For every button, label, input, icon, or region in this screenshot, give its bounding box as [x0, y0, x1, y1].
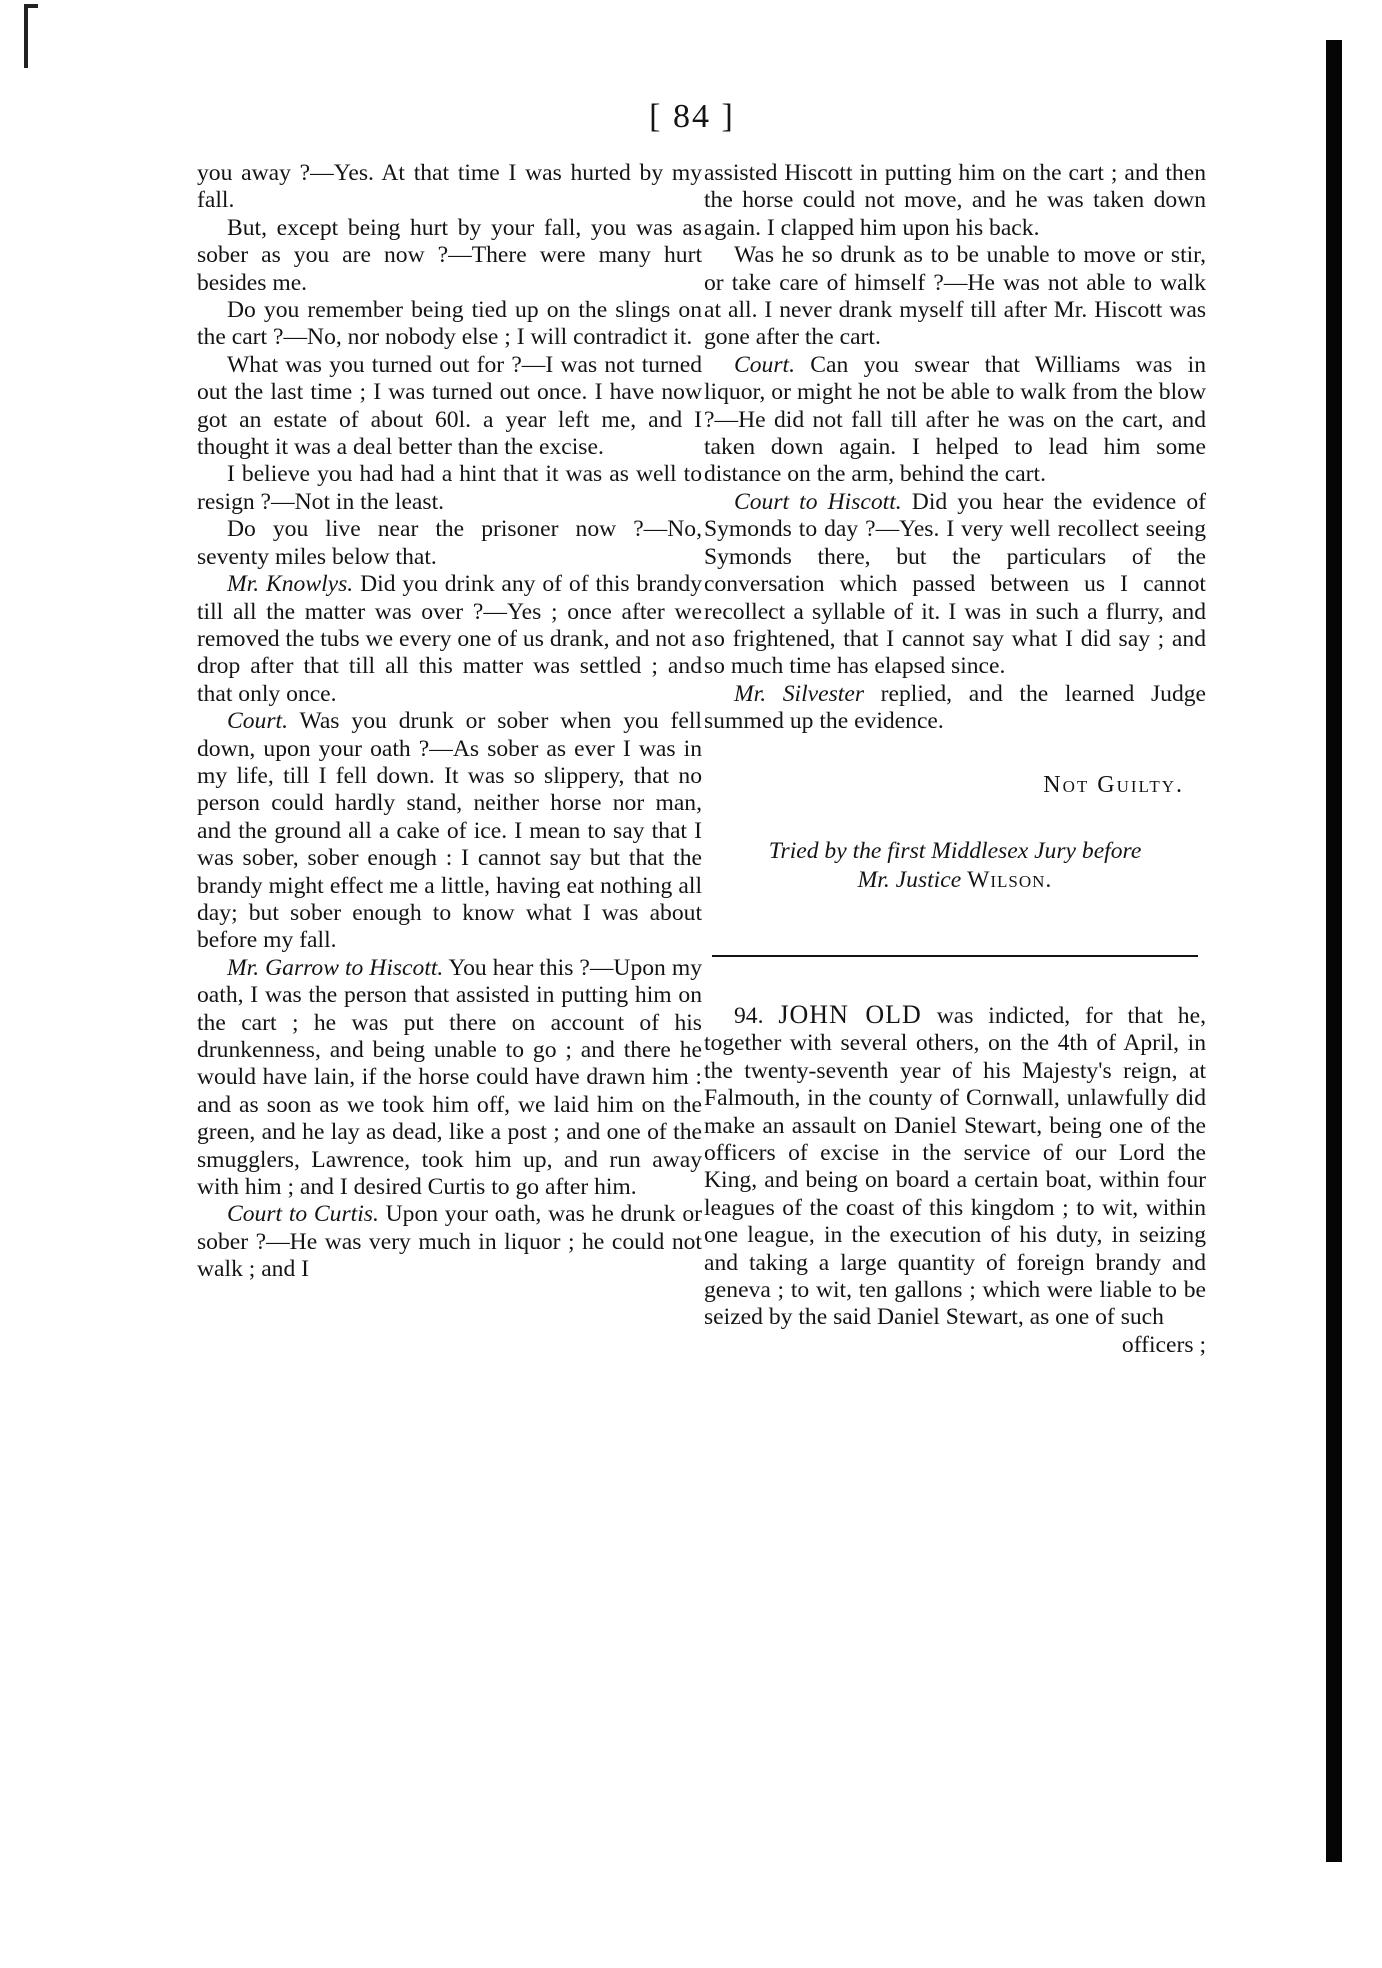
paragraph: Do you remember being tied up on the slings on the cart ?—No, nor nobody else ; I will contradict it. — [197, 297, 702, 351]
paragraph: Court to Hiscott. Did you hear the evidence of Symonds to day ?—Yes. I very well recollect seeing Symonds there, but the particulars of the conversation which passed between us I cannot recollect a syllable of it. I was in such a flurry, and so frightened, that I cannot say what I did say ; and so much time has elapsed since. — [704, 488, 1206, 680]
speaker-label: Court to Curtis. — [227, 1201, 379, 1228]
judge-name: Wilson. — [967, 866, 1053, 893]
tried-by-note: Tried by the first Middlesex Jury before Mr. Justice Wilson. — [768, 837, 1142, 893]
verdict: Not Guilty. — [1043, 771, 1184, 798]
paragraph: Court to Curtis. Upon your oath, was he drunk or sober ?—He was very much in liquor ; he could not walk ; and I — [197, 1201, 703, 1283]
paragraph: I believe you had had a hint that it was as well to resign ?—Not in the least. — [197, 461, 702, 515]
catchword: officers ; — [1121, 1331, 1206, 1358]
speaker-label: Mr. Silvester — [734, 680, 865, 707]
paragraph: But, except being hurt by your fall, you was as sober as you are now ?—There were many hurt besides me. — [197, 214, 702, 296]
paragraph: Do you live near the prisoner now ?—No, seventy miles below that. — [197, 516, 702, 570]
speaker-label: Court to Hiscott. — [734, 488, 902, 515]
paragraph: Court. Was you drunk or sober when you fell down, upon your oath ?—As sober as ever I was in my life, till I fell down. It was so slippery, that no person could hardly stand, neither horse nor man, and the ground all a cake of ice. I mean to say that I was sober, sober enough : I cannot say but that the brandy might effect me a little, having eat nothing all day; but sober enough to know what I was about before my fall. — [197, 708, 702, 954]
paragraph: Court. Can you swear that Williams was in liquor, or might he not be able to walk from the blow ?—He did not fall till after he was on the cart, and taken down again. I helped to lead him some distance on the arm, behind the cart. — [704, 351, 1206, 488]
paragraph: What was you turned out for ?—I was not turned out the last time ; I was turned out once. I have now got an estate of about 60l. a year left me, and I thought it was a deal better than the excise. — [197, 351, 702, 461]
defendant-name: JOHN OLD — [778, 999, 922, 1029]
paragraph: assisted Hiscott in putting him on the cart ; and then the horse could not move, and he was taken down again. I clapped him upon his back. — [704, 160, 1206, 241]
right-column — [704, 160, 1206, 1359]
paragraph: Was he so drunk as to be unable to move or stir, or take care of himself ?—He was not able to walk at all. I never drank myself till after Mr. Hiscott was gone after the cart. — [704, 242, 1206, 351]
paragraph: you away ?—Yes. At that time I was hurted by my fall. — [197, 160, 702, 214]
speaker-label: Court. — [734, 351, 795, 378]
paragraph: Mr. Silvester replied, and the learned Judge summed up the evidence. — [704, 680, 1207, 735]
page-edge-mark — [24, 4, 38, 68]
case-paragraph: 94. JOHN OLD was indicted, for that he, together with several others, on the 4th of April, in the twenty-seventh year of his Majesty's reign, at Falmouth, in the county of Cornwall, unlawfully did make an assault on Daniel Stewart, being one of the officers of excise in the service of our Lord the King, and being on board a certain boat, within four leagues of the coast of this kingdom ; to wit, within one league, in the execution of his duty, in seizing and taking a large quantity of foreign brandy and geneva ; to wit, ten gallons ; which were liable to be seized by the said Daniel Stewart, as one of such — [704, 999, 1206, 1331]
speaker-label: Mr. Garrow to Hiscott. — [227, 954, 444, 981]
page-number: [ 84 ] — [649, 98, 735, 135]
speaker-label: Mr. Knowlys. — [227, 571, 354, 598]
section-divider — [712, 955, 1198, 957]
paragraph: Mr. Garrow to Hiscott. You hear this ?—Upon my oath, I was the person that assisted in putting him on the cart ; he was put there on account of his drunkenness, and being unable to go ; and there he would have lain, if the horse could have drawn him : and as soon as we took him off, we laid him on the green, and he lay as dead, like a post ; and one of the smugglers, Lawrence, took him up, and run away with him ; and I desired Curtis to go after him. — [197, 954, 702, 1201]
paragraph: Mr. Knowlys. Did you drink any of of this brandy till all the matter was over ?—Yes ; once after we removed the tubs we every one of us drank, and not a drop after that till all this matter was settled ; and that only once. — [197, 571, 702, 707]
binding-shadow — [1326, 40, 1342, 1862]
left-column — [197, 160, 702, 1284]
case-number: 94. — [734, 1002, 764, 1029]
speaker-label: Court. — [227, 708, 288, 735]
